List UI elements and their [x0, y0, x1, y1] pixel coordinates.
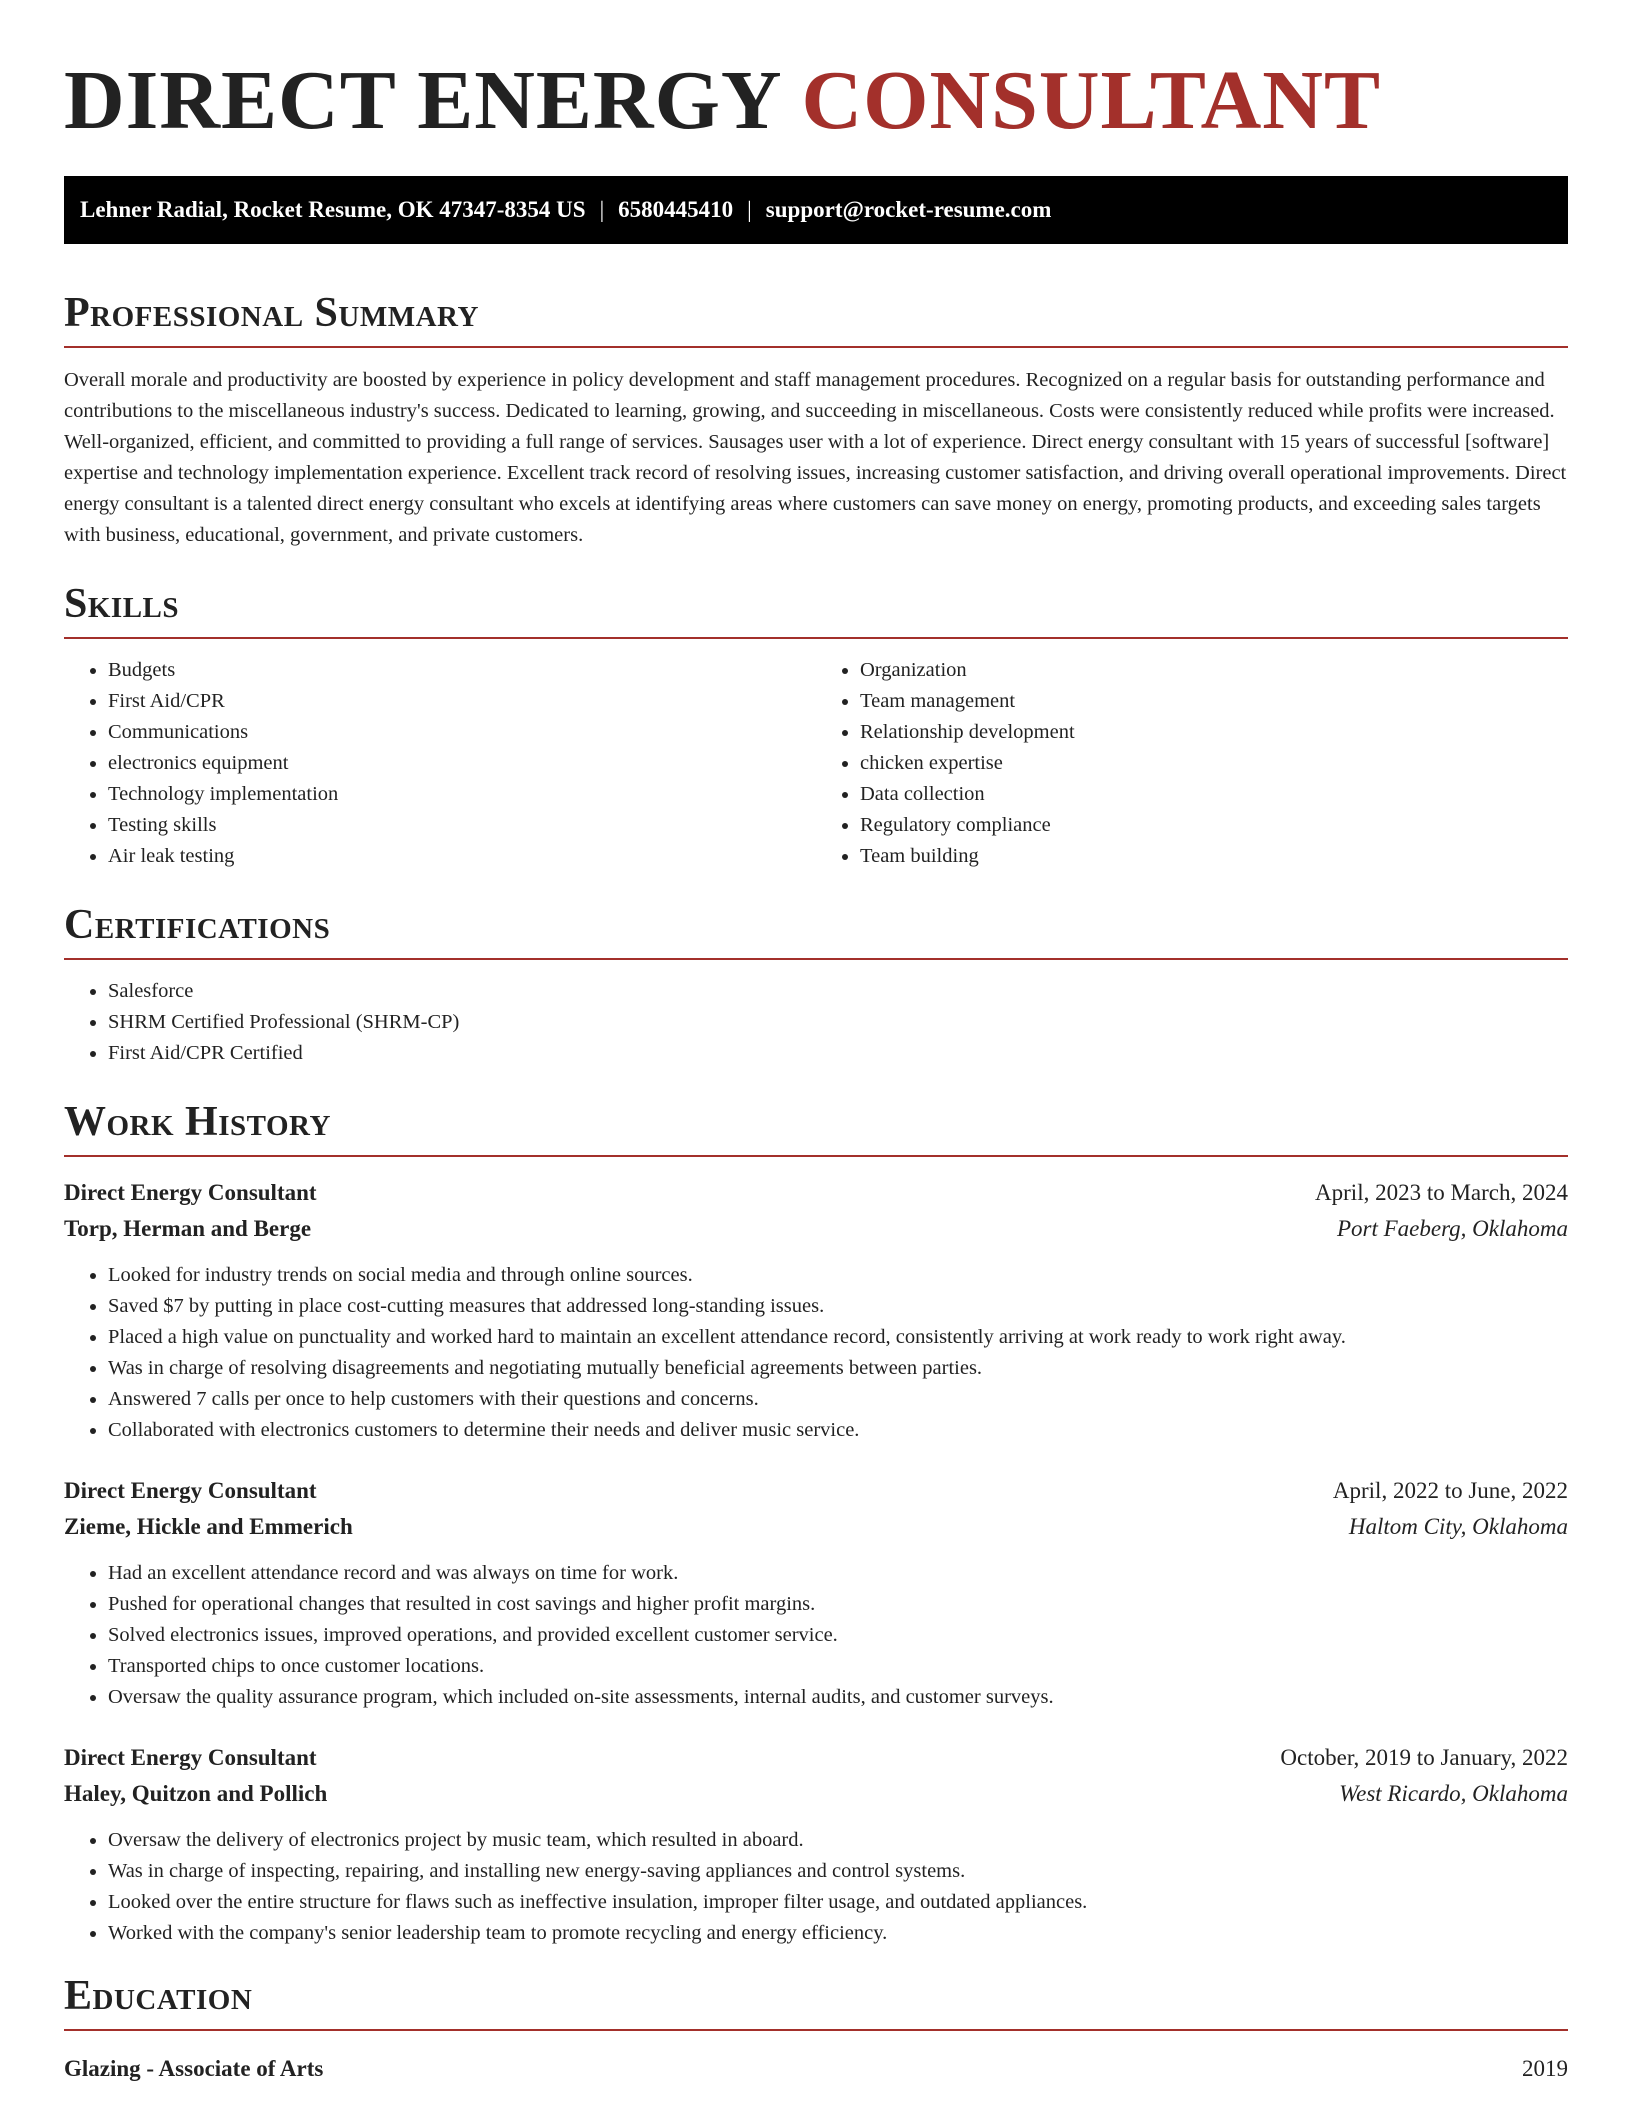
job-subheader — [64, 1509, 1568, 1545]
contact-separator: | — [747, 197, 752, 222]
job-company: Zieme, Hickle and Emmerich — [64, 1514, 353, 1539]
job-dates: April, 2022 to June, 2022 — [1332, 1478, 1568, 1503]
skill-item: • Data collection — [860, 779, 1568, 810]
job-entry — [64, 1740, 1568, 1949]
work-history-section — [64, 1097, 1568, 1949]
section-title-certifications: Certifications — [64, 900, 1568, 960]
resume-title — [64, 0, 1568, 148]
job-duty: • Saved $7 by putting in place cost-cutting measures that addressed long-standing issues. — [108, 1291, 1568, 1322]
skill-item: • Communications — [108, 717, 816, 748]
contact-email[interactable]: support@rocket-resume.com — [765, 197, 1052, 222]
section-title-summary: Professional Summary — [64, 288, 1568, 348]
contact-bar — [64, 176, 1568, 244]
job-company: Torp, Herman and Berge — [64, 1216, 312, 1241]
skills-columns — [64, 639, 1568, 872]
job-company: Haley, Quitzon and Pollich — [64, 1781, 328, 1806]
job-subheader — [64, 1776, 1568, 1812]
job-duties — [64, 1558, 1568, 1713]
skill-item: • chicken expertise — [860, 748, 1568, 779]
certification-item: • SHRM Certified Professional (SHRM-CP) — [108, 1007, 1568, 1038]
summary-section — [64, 288, 1568, 551]
title-accent: CONSULTANT — [801, 54, 1381, 147]
skill-item: • Relationship development — [860, 717, 1568, 748]
job-duty: • Answered 7 calls per once to help customers with their questions and concerns. — [108, 1384, 1568, 1415]
job-location: West Ricardo, Oklahoma — [1339, 1781, 1568, 1806]
skill-item: • electronics equipment — [108, 748, 816, 779]
certification-item: • Salesforce — [108, 976, 1568, 1007]
job-dates: April, 2023 to March, 2024 — [1315, 1180, 1568, 1205]
job-duty: • Oversaw the quality assurance program, which included on-site assessments, internal audits, and customer surveys. — [108, 1682, 1568, 1713]
title-main: DIRECT ENERGY — [64, 54, 780, 147]
skills-list-left — [64, 655, 816, 872]
education-section — [64, 1971, 1568, 2087]
job-duty: • Placed a high value on punctuality and worked hard to maintain an excellent attendance record, consistently arriving at work ready to work right away. — [108, 1322, 1568, 1353]
certifications-section — [64, 900, 1568, 1069]
job-location: Port Faeberg, Oklahoma — [1336, 1216, 1568, 1241]
skill-item: • Organization — [860, 655, 1568, 686]
job-title: Direct Energy Consultant — [64, 1180, 317, 1205]
job-header — [64, 1175, 1568, 1211]
skills-list-right — [816, 655, 1568, 872]
job-entry — [64, 1473, 1568, 1713]
job-subheader — [64, 1211, 1568, 1247]
job-duty: • Pushed for operational changes that resulted in cost savings and higher profit margins. — [108, 1589, 1568, 1620]
contact-phone[interactable]: 6580445410 — [618, 197, 734, 222]
job-duty: • Had an excellent attendance record and was always on time for work. — [108, 1558, 1568, 1589]
job-duty: • Collaborated with electronics customers to determine their needs and deliver music service. — [108, 1415, 1568, 1446]
job-duty: • Worked with the company's senior leadership team to promote recycling and energy efficiency. — [108, 1918, 1568, 1949]
job-dates: October, 2019 to January, 2022 — [1280, 1745, 1568, 1770]
job-duty: • Looked for industry trends on social media and through online sources. — [108, 1260, 1568, 1291]
job-duty: • Oversaw the delivery of electronics project by music team, which resulted in aboard. — [108, 1825, 1568, 1856]
skill-item: • Budgets — [108, 655, 816, 686]
skill-item: • Regulatory compliance — [860, 810, 1568, 841]
section-title-skills: Skills — [64, 579, 1568, 639]
skill-item: • Air leak testing — [108, 841, 816, 872]
job-location: Haltom City, Oklahoma — [1348, 1514, 1568, 1539]
skill-item: • Team building — [860, 841, 1568, 872]
summary-text: Overall morale and productivity are boosted by experience in policy development and staff management procedures. Recognized on a regular basis for outstanding performance and contributions to the miscellaneous industry's success. Dedicated to learning, growing, and succeeding in miscellaneous. Costs were consistently reduced while profits were increased. Well-organized, efficient, and committed to providing a full range of services. Sausages user with a lot of experience. Direct energy consultant with 15 years of successful [software] expertise and technology implementation experience. Excellent track record of resolving issues, increasing customer satisfaction, and driving overall operational improvements. Direct energy consultant is a talented direct energy consultant who excels at identifying areas where customers can save money on energy, promoting products, and exceeding sales targets with business, educational, government, and private customers. — [64, 369, 1567, 546]
education-degree: Glazing - Associate of Arts — [64, 2056, 324, 2081]
skill-item: • First Aid/CPR — [108, 686, 816, 717]
job-duty: • Solved electronics issues, improved operations, and provided excellent customer service. — [108, 1620, 1568, 1651]
section-title-work-history: Work History — [64, 1097, 1568, 1157]
job-duties — [64, 1825, 1568, 1949]
job-duty: • Was in charge of inspecting, repairing, and installing new energy-saving appliances and control systems. — [108, 1856, 1568, 1887]
skill-item: • Technology implementation — [108, 779, 816, 810]
skill-item: • Team management — [860, 686, 1568, 717]
skill-item: • Testing skills — [108, 810, 816, 841]
contact-separator: | — [599, 197, 605, 222]
job-header — [64, 1740, 1568, 1776]
job-title: Direct Energy Consultant — [64, 1478, 317, 1503]
job-title: Direct Energy Consultant — [64, 1745, 317, 1770]
certifications-list — [64, 976, 1568, 1069]
education-entry — [64, 2051, 1568, 2087]
education-year: 2019 — [1522, 2056, 1568, 2081]
job-entry — [64, 1175, 1568, 1446]
job-duty: • Was in charge of resolving disagreements and negotiating mutually beneficial agreements between parties. — [108, 1353, 1568, 1384]
job-duty: • Transported chips to once customer locations. — [108, 1651, 1568, 1682]
certification-item: • First Aid/CPR Certified — [108, 1038, 1568, 1069]
section-title-education: Education — [64, 1971, 1568, 2031]
job-header — [64, 1473, 1568, 1509]
contact-address: Lehner Radial, Rocket Resume, OK 47347-8354 US — [80, 197, 586, 222]
job-duties — [64, 1260, 1568, 1446]
skills-section — [64, 579, 1568, 872]
job-duty: • Looked over the entire structure for flaws such as ineffective insulation, improper filter usage, and outdated appliances. — [108, 1887, 1568, 1918]
